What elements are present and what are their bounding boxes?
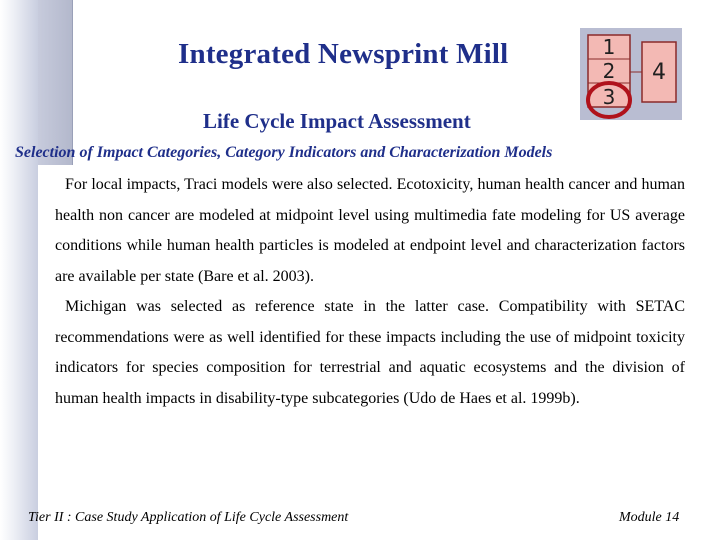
section-heading: Selection of Impact Categories, Category Indicators and Characterization Models (15, 144, 553, 161)
module-number-2: 2 (602, 59, 616, 83)
decorative-sidebar (0, 0, 38, 540)
footer-course-title: Tier II : Case Study Application of Life Cycle Assessment (28, 510, 349, 525)
module-diagram-icon (580, 28, 682, 120)
decorative-sidebar-bar (38, 0, 73, 165)
slide-title: Integrated Newsprint Mill (178, 38, 509, 70)
slide-subtitle: Life Cycle Impact Assessment (203, 109, 471, 133)
module-number-4: 4 (652, 60, 666, 85)
footer-module-number: Module 14 (619, 510, 680, 525)
body-text (55, 170, 685, 414)
body-paragraph: For local impacts, Traci models were also selected. Ecotoxicity, human health cancer and human health non cancer are modeled at midpoint level using multimedia fate modeling for US average conditions while human health particles is modeled at endpoint level and characterization factors are available per state (Bare et al. 2003). (55, 176, 685, 285)
module-number-1: 1 (602, 35, 616, 59)
body-paragraph: Michigan was selected as reference state in the latter case. Compatibility with SETAC recommendations were as well identified for these impacts including the use of midpoint toxicity indicators for species composition for terrestrial and aquatic ecosystems and the division of human health impacts in disability-type subcategories (Udo de Haes et al. 1999b). (55, 298, 685, 407)
module-number-3: 3 (602, 85, 616, 109)
